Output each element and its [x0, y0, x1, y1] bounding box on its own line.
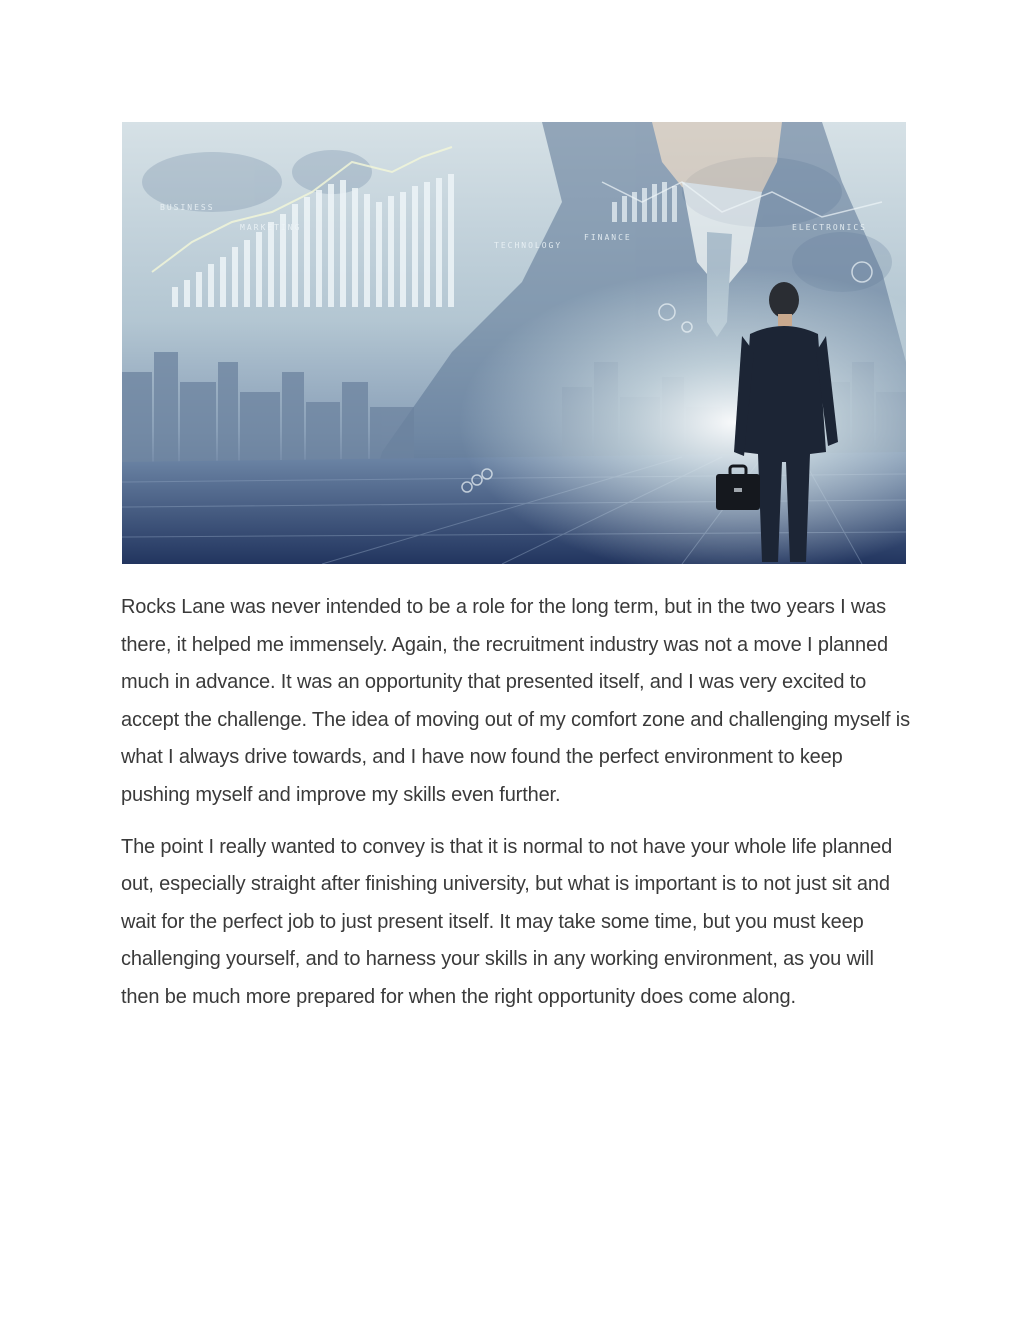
hero-image [122, 122, 906, 564]
paragraph-main-point: The point I really wanted to convey is that it is normal to not have your whole life planned out, especially straight after finishing university, but what is important is to not just sit and wait for the perfect job to just present itself. It may take some time, but you must keep challenging yourself, and to harness your skills in any working environment, as you will then be much more prepared for when the right opportunity does come along. [121, 835, 893, 1008]
business-concept-illustration [122, 122, 906, 564]
paragraph-rocks-lane: Rocks Lane was never intended to be a role for the long term, but in the two years I was there, it helped me immensely. Again, the recruitment industry was not a move I planned much in advance. It was an opportunity that presented itself, and I was very excited to accept the challenge. The idea of moving out of my comfort zone and challenging myself is what I always drive towards, and I have now found the perfect environment to keep pushing myself and improve my skills even further. [121, 596, 910, 806]
article-body [121, 589, 911, 1031]
